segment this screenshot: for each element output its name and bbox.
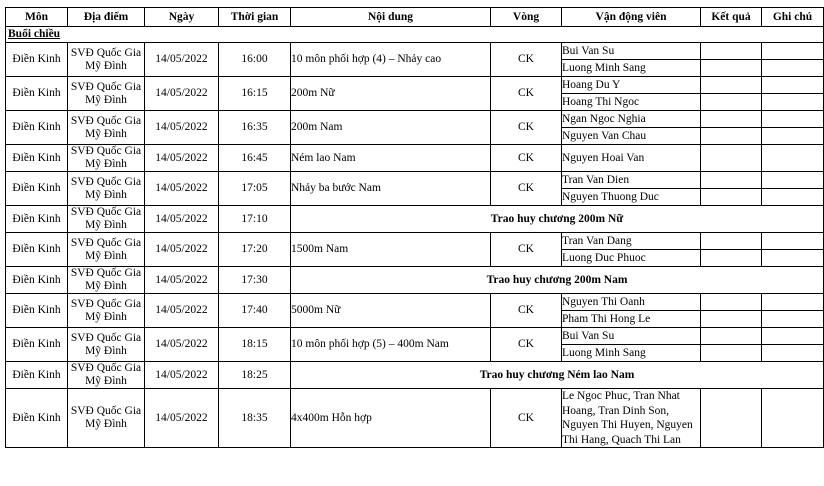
cell-ghi-chu	[762, 389, 824, 448]
table-row	[6, 233, 824, 250]
table-row	[6, 43, 824, 60]
cell-ceremony: Trao huy chương Ném lao Nam	[291, 362, 824, 389]
cell-ghi-chu	[762, 145, 824, 172]
cell-thoi-gian: 17:05	[219, 172, 291, 206]
cell-noi-dung: 200m Nam	[291, 111, 491, 145]
cell-dia-diem: SVĐ Quốc Gia Mỹ Đình	[68, 294, 145, 328]
header-thoi-gian: Thời gian	[219, 8, 291, 27]
cell-ghi-chu	[762, 60, 824, 77]
header-vong: Vòng	[491, 8, 562, 27]
header-ngay: Ngày	[145, 8, 219, 27]
table-row	[6, 206, 824, 233]
header-ket-qua: Kết quả	[701, 8, 762, 27]
cell-ngay: 14/05/2022	[145, 172, 219, 206]
session-label: Buổi chiều	[6, 27, 824, 43]
cell-ngay: 14/05/2022	[145, 294, 219, 328]
cell-athlete: Bui Van Su	[562, 43, 701, 60]
cell-ket-qua	[701, 389, 762, 448]
cell-mon: Điền Kinh	[6, 77, 68, 111]
cell-ngay: 14/05/2022	[145, 267, 219, 294]
cell-mon: Điền Kinh	[6, 43, 68, 77]
cell-athlete: Nguyen Thi Oanh	[562, 294, 701, 311]
header-row	[6, 8, 824, 27]
cell-ghi-chu	[762, 328, 824, 345]
cell-ngay: 14/05/2022	[145, 362, 219, 389]
cell-ceremony: Trao huy chương 200m Nữ	[291, 206, 824, 233]
cell-ket-qua	[701, 328, 762, 345]
header-mon: Môn	[6, 8, 68, 27]
cell-vong: CK	[491, 77, 562, 111]
cell-mon: Điền Kinh	[6, 362, 68, 389]
table-row	[6, 389, 824, 448]
cell-ngay: 14/05/2022	[145, 328, 219, 362]
cell-mon: Điền Kinh	[6, 233, 68, 267]
table-row	[6, 172, 824, 189]
cell-athlete: Tran Van Dang	[562, 233, 701, 250]
cell-noi-dung: 5000m Nữ	[291, 294, 491, 328]
cell-dia-diem: SVĐ Quốc Gia Mỹ Đình	[68, 77, 145, 111]
session-row	[6, 27, 824, 43]
cell-ghi-chu	[762, 250, 824, 267]
cell-ket-qua	[701, 189, 762, 206]
cell-vong: CK	[491, 172, 562, 206]
cell-dia-diem: SVĐ Quốc Gia Mỹ Đình	[68, 233, 145, 267]
cell-ket-qua	[701, 77, 762, 94]
cell-ghi-chu	[762, 345, 824, 362]
cell-mon: Điền Kinh	[6, 389, 68, 448]
cell-athlete: Bui Van Su	[562, 328, 701, 345]
cell-ghi-chu	[762, 189, 824, 206]
cell-dia-diem: SVĐ Quốc Gia Mỹ Đình	[68, 267, 145, 294]
table-row	[6, 111, 824, 128]
table-row	[6, 145, 824, 172]
cell-ket-qua	[701, 250, 762, 267]
table-row	[6, 267, 824, 294]
cell-ngay: 14/05/2022	[145, 233, 219, 267]
cell-noi-dung: 4x400m Hỗn hợp	[291, 389, 491, 448]
header-van-dong-vien: Vận động viên	[562, 8, 701, 27]
cell-thoi-gian: 16:15	[219, 77, 291, 111]
cell-ngay: 14/05/2022	[145, 111, 219, 145]
cell-ngay: 14/05/2022	[145, 43, 219, 77]
cell-thoi-gian: 16:00	[219, 43, 291, 77]
cell-vong: CK	[491, 328, 562, 362]
cell-athlete: Hoang Thi Ngoc	[562, 94, 701, 111]
cell-dia-diem: SVĐ Quốc Gia Mỹ Đình	[68, 206, 145, 233]
cell-mon: Điền Kinh	[6, 172, 68, 206]
cell-ghi-chu	[762, 311, 824, 328]
cell-ngay: 14/05/2022	[145, 389, 219, 448]
cell-athlete: Pham Thi Hong Le	[562, 311, 701, 328]
cell-athlete: Nguyen Van Chau	[562, 128, 701, 145]
cell-vong: CK	[491, 294, 562, 328]
cell-vong: CK	[491, 111, 562, 145]
cell-mon: Điền Kinh	[6, 267, 68, 294]
cell-ket-qua	[701, 294, 762, 311]
cell-ket-qua	[701, 43, 762, 60]
cell-ghi-chu	[762, 111, 824, 128]
table-row	[6, 77, 824, 94]
cell-ghi-chu	[762, 128, 824, 145]
cell-athlete: Ngan Ngoc Nghia	[562, 111, 701, 128]
cell-athlete: Nguyen Thuong Duc	[562, 189, 701, 206]
cell-ket-qua	[701, 128, 762, 145]
cell-ghi-chu	[762, 294, 824, 311]
header-noi-dung: Nội dung	[291, 8, 491, 27]
cell-ket-qua	[701, 145, 762, 172]
cell-dia-diem: SVĐ Quốc Gia Mỹ Đình	[68, 362, 145, 389]
cell-noi-dung: 200m Nữ	[291, 77, 491, 111]
cell-thoi-gian: 17:40	[219, 294, 291, 328]
cell-ket-qua	[701, 172, 762, 189]
cell-mon: Điền Kinh	[6, 206, 68, 233]
cell-ghi-chu	[762, 77, 824, 94]
cell-ket-qua	[701, 345, 762, 362]
cell-thoi-gian: 18:25	[219, 362, 291, 389]
cell-ngay: 14/05/2022	[145, 206, 219, 233]
cell-vong: CK	[491, 233, 562, 267]
cell-athlete: Le Ngoc Phuc, Tran Nhat Hoang, Tran Dinh Son, Nguyen Thi Huyen, Nguyen Thi Hang, Quach Thi Lan	[562, 389, 701, 448]
cell-ngay: 14/05/2022	[145, 77, 219, 111]
cell-thoi-gian: 18:15	[219, 328, 291, 362]
cell-thoi-gian: 18:35	[219, 389, 291, 448]
cell-athlete: Luong Duc Phuoc	[562, 250, 701, 267]
competition-schedule-table	[5, 7, 824, 448]
cell-dia-diem: SVĐ Quốc Gia Mỹ Đình	[68, 111, 145, 145]
cell-mon: Điền Kinh	[6, 111, 68, 145]
cell-ceremony: Trao huy chương 200m Nam	[291, 267, 824, 294]
cell-thoi-gian: 17:30	[219, 267, 291, 294]
table-row	[6, 294, 824, 311]
cell-vong: CK	[491, 389, 562, 448]
cell-athlete: Nguyen Hoai Van	[562, 145, 701, 172]
cell-ghi-chu	[762, 233, 824, 250]
cell-athlete: Luong Minh Sang	[562, 60, 701, 77]
cell-noi-dung: 10 môn phối hợp (4) – Nhảy cao	[291, 43, 491, 77]
cell-ghi-chu	[762, 172, 824, 189]
cell-ghi-chu	[762, 94, 824, 111]
cell-thoi-gian: 16:35	[219, 111, 291, 145]
cell-thoi-gian: 17:20	[219, 233, 291, 267]
cell-noi-dung: Nhảy ba bước Nam	[291, 172, 491, 206]
cell-noi-dung: Ném lao Nam	[291, 145, 491, 172]
cell-mon: Điền Kinh	[6, 294, 68, 328]
cell-ket-qua	[701, 60, 762, 77]
header-dia-diem: Địa điểm	[68, 8, 145, 27]
cell-dia-diem: SVĐ Quốc Gia Mỹ Đình	[68, 172, 145, 206]
cell-athlete: Hoang Du Y	[562, 77, 701, 94]
cell-ket-qua	[701, 111, 762, 128]
cell-vong: CK	[491, 145, 562, 172]
cell-noi-dung: 10 môn phối hợp (5) – 400m Nam	[291, 328, 491, 362]
cell-dia-diem: SVĐ Quốc Gia Mỹ Đình	[68, 389, 145, 448]
cell-athlete: Tran Van Dien	[562, 172, 701, 189]
cell-ket-qua	[701, 311, 762, 328]
cell-vong: CK	[491, 43, 562, 77]
cell-ket-qua	[701, 233, 762, 250]
header-ghi-chu: Ghi chú	[762, 8, 824, 27]
cell-ngay: 14/05/2022	[145, 145, 219, 172]
table-row	[6, 328, 824, 345]
cell-dia-diem: SVĐ Quốc Gia Mỹ Đình	[68, 145, 145, 172]
cell-noi-dung: 1500m Nam	[291, 233, 491, 267]
cell-dia-diem: SVĐ Quốc Gia Mỹ Đình	[68, 43, 145, 77]
cell-thoi-gian: 17:10	[219, 206, 291, 233]
cell-dia-diem: SVĐ Quốc Gia Mỹ Đình	[68, 328, 145, 362]
cell-mon: Điền Kinh	[6, 328, 68, 362]
cell-ket-qua	[701, 94, 762, 111]
cell-mon: Điền Kinh	[6, 145, 68, 172]
table-row	[6, 362, 824, 389]
cell-ghi-chu	[762, 43, 824, 60]
cell-thoi-gian: 16:45	[219, 145, 291, 172]
cell-athlete: Luong Minh Sang	[562, 345, 701, 362]
